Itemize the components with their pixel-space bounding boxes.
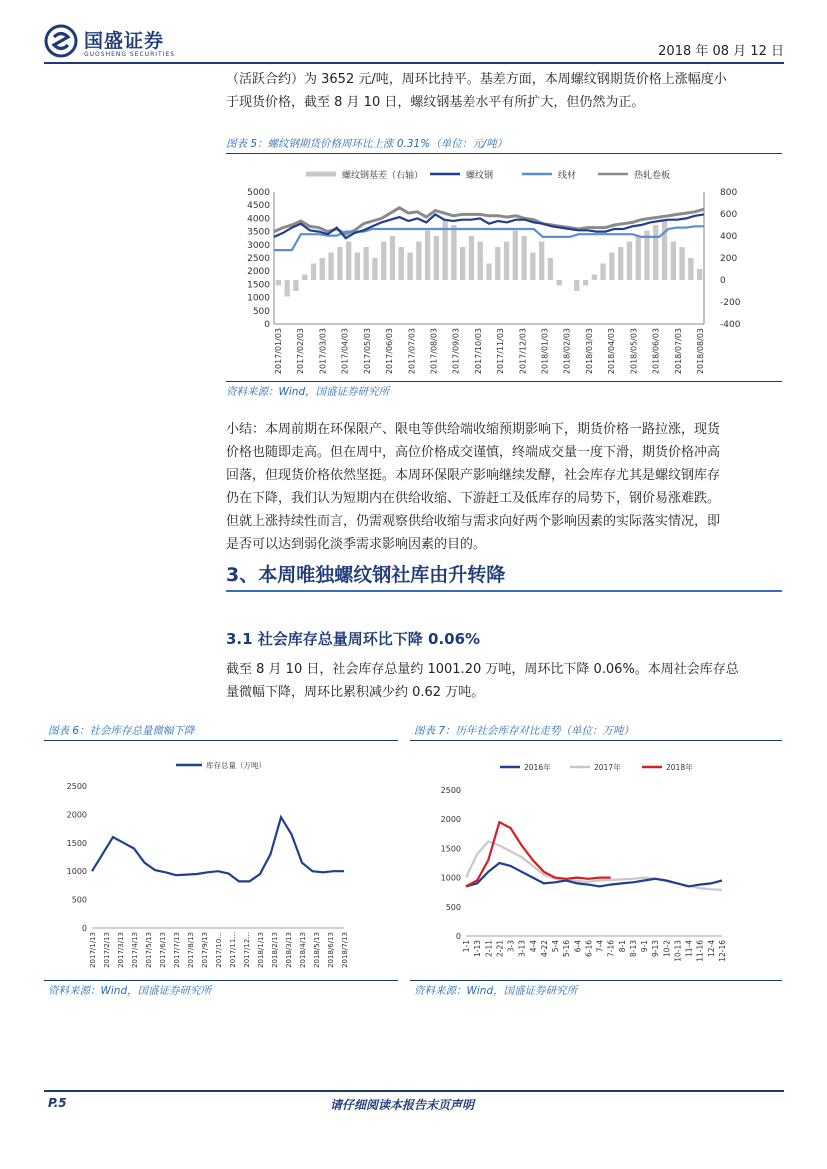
y-tick-label: 500 [71,895,87,905]
y-tick-label: 500 [252,306,270,317]
x-tick-label: 2018/6/13 [327,932,335,968]
basis-bar [636,236,641,280]
basis-bar [460,247,465,280]
legend-label-3: 热轧卷板 [634,171,671,181]
x-tick-label: 2018/04/03 [607,328,617,375]
page-header [44,22,784,62]
x-tick-label: 4-22 [539,940,549,958]
legend-label-1: 螺纹钢 [466,171,494,181]
x-tick-label: 2017/10... [215,932,223,968]
figure6-top-rule [44,740,398,741]
y-tick-label: 3000 [247,240,270,251]
basis-bar [697,269,702,280]
y-tick-label: 500 [445,902,461,912]
figure7-chart [410,748,782,976]
series-line-0 [466,863,722,886]
y-tick-label: 1500 [66,838,87,848]
x-tick-label: 2017/09/03 [451,328,461,375]
x-tick-label: 2-11 [484,940,494,958]
y2-tick-label: 200 [720,254,738,264]
legend-label-0: 库存总量（万吨） [206,761,266,770]
y-tick-label: 1000 [440,873,461,883]
x-tick-label: 6-4 [573,940,583,953]
x-tick-label: 11-16 [695,940,705,962]
x-tick-label: 8-1 [617,940,627,953]
y-tick-label: 0 [264,320,270,330]
basis-bar [425,231,430,281]
x-tick-label: 8-13 [629,940,638,958]
x-tick-label: 2017/1/13 [89,932,97,968]
x-tick-label: 2017/02/03 [296,328,306,375]
basis-bar [486,264,491,281]
figure7-top-rule [410,740,782,741]
figure7-bottom-rule [410,980,782,981]
section-3-rule [226,590,782,592]
x-tick-label: 2017/04/03 [340,328,350,375]
legend-label-1: 2017年 [594,763,621,772]
x-tick-label: 2017/03/03 [318,328,328,375]
y-tick-label: 2500 [66,782,87,791]
y-tick-label: 5000 [247,188,270,198]
footer-disclaimer: 请仔细阅读本报告末页声明 [330,1098,475,1112]
x-tick-label: 6-16 [584,940,594,958]
y2-tick-label: -400 [720,320,741,330]
summary-line-3: 回落，但现货价格依然坚挺。本周环保限产影响继续发酵，社会库存尤其是螺纹钢库存 [226,468,721,483]
y-tick-label: 4500 [247,201,270,212]
figure6-chart [44,748,398,976]
x-tick-label: 2018/3/13 [285,932,293,968]
y-tick-label: 0 [81,924,87,933]
x-tick-label: 2017/07/03 [407,328,417,375]
x-tick-label: 9-13 [651,940,661,958]
basis-bar [407,253,412,281]
x-tick-label: 2017/11/03 [496,328,506,375]
x-tick-label: 5-16 [562,940,572,958]
section-3-1-title: 3.1 社会库存总量周环比下降 0.06% [226,630,481,648]
legend-label-2: 2018年 [666,763,693,772]
section-3-1-line-2: 量微幅下降，周环比累积减少约 0.62 万吨。 [226,685,485,700]
figure6-bottom-rule [44,980,398,981]
x-tick-label: 2017/10/03 [473,328,483,375]
basis-bar [364,247,369,280]
basis-bar [355,253,360,281]
y-tick-label: 2000 [440,815,461,825]
y-tick-label: 0 [455,932,461,941]
x-tick-label: 2017/01/03 [274,328,283,375]
basis-bar [276,280,281,286]
figure5-caption: 图表 5：螺纹钢期货价格周环比上涨 0.31%（单位：元/吨） [226,138,508,150]
basis-bar [583,280,588,286]
figure7-caption: 图表 7：历年社会库存对比走势（单位：万吨） [414,725,635,737]
basis-bar [302,275,307,281]
legend-label-2: 线材 [558,171,577,181]
y-tick-label: 1000 [66,867,87,877]
basis-bar [337,247,342,280]
summary-line-2: 价格也随即走高。但在周中，高位价格成交谨慎，终端成交量一度下滑，期货价格冲高 [226,445,721,460]
y2-tick-label: -200 [720,298,741,308]
basis-bar [478,242,483,281]
x-tick-label: 2018/01/03 [540,328,550,375]
summary-line-4: 仍在下降，我们认为短期内在供给收缩、下游赶工及低库存的局势下，钢价易涨难跌。 [226,491,721,506]
x-tick-label: 2018/08/03 [696,328,705,375]
x-tick-label: 1-1 [462,940,471,953]
page-number: P.5 [48,1096,67,1110]
header-rule [44,62,784,64]
x-tick-label: 2017/06/03 [385,328,395,375]
x-tick-label: 3-3 [506,940,516,953]
x-tick-label: 2018/1/13 [257,932,265,968]
x-tick-label: 2017/2/13 [103,932,111,968]
x-tick-label: 2017/5/13 [145,932,153,968]
basis-bar [627,242,632,281]
y-tick-label: 2500 [247,254,270,264]
x-tick-label: 2017/4/13 [131,932,139,968]
basis-bar [451,225,456,280]
section-3-title: 3、本周唯独螺纹钢社库由升转降 [226,564,506,586]
figure6-source: 资料来源：Wind，国盛证券研究所 [48,985,212,997]
x-tick-label: 5-4 [551,940,560,953]
x-tick-label: 2017/6/13 [159,932,167,968]
figure5-top-rule [226,153,782,154]
x-tick-label: 11-4 [684,940,694,958]
x-tick-label: 2018/07/03 [673,328,683,375]
y-tick-label: 3500 [247,227,270,238]
summary-paragraph [226,418,782,556]
x-tick-label: 2017/12... [243,932,251,968]
basis-bar [513,231,518,281]
section-3-1-line-1: 截至 8 月 10 日，社会库存总量约 1001.20 万吨，周环比下降 0.06%。本周社会库存总 [226,662,739,677]
x-tick-label: 1-13 [473,940,483,958]
basis-bar [469,236,474,280]
company-name-en: GUOSHENG SECURITIES [84,51,176,58]
intro-line-1: （活跃合约）为 3652 元/吨，周环比持平。基差方面，本周螺纹钢期货价格上涨幅度小 [226,72,727,87]
x-tick-label: 2018/05/03 [629,328,639,375]
x-tick-label: 2017/08/03 [429,328,439,375]
x-tick-label: 2018/5/13 [313,932,321,968]
legend-label-0: 2016年 [524,763,551,772]
series-line-2 [466,822,611,886]
x-tick-label: 9-1 [640,940,650,953]
report-date: 2018 年 08 月 12 日 [658,44,784,59]
basis-bar [372,258,377,280]
y-tick-label: 4000 [247,214,270,225]
figure5-bottom-rule [226,381,782,382]
intro-paragraph [226,68,782,114]
basis-bar [679,247,684,280]
x-tick-label: 10-13 [673,940,683,962]
x-tick-label: 7-16 [606,940,616,958]
y2-tick-label: 800 [720,188,738,198]
basis-bar [399,247,404,280]
x-tick-label: 2018/7/13 [341,932,349,968]
y-tick-label: 1000 [247,293,270,304]
basis-bar [293,280,298,291]
y-tick-label: 2000 [66,810,87,820]
basis-bar [522,236,527,280]
basis-bar [346,242,351,281]
series-line-0 [92,817,344,881]
figure5-source: 资料来源：Wind，国盛证券研究所 [226,386,390,398]
y-tick-label: 1500 [247,280,270,291]
x-tick-label: 3-13 [517,940,527,958]
x-tick-label: 2017/05/03 [362,328,372,375]
basis-bar [662,220,667,281]
basis-bar [557,280,562,286]
x-tick-label: 12-4 [706,940,716,958]
legend-label-0: 螺纹钢基差（右轴） [342,171,424,181]
basis-bar [434,236,439,280]
basis-bar [574,280,579,291]
y-tick-label: 2000 [247,267,270,278]
summary-line-5: 但就上涨持续性而言，仍需观察供给收缩与需求向好两个影响因素的实际落实情况，即 [226,514,721,529]
x-tick-label: 7-4 [595,940,605,953]
basis-bar [548,258,553,280]
basis-bar [653,225,658,280]
basis-bar [504,242,509,281]
x-tick-label: 2017/12/03 [518,328,528,375]
x-tick-label: 2018/03/03 [584,328,594,375]
y-tick-label: 2500 [440,786,461,795]
basis-bar [600,264,605,281]
basis-bar [618,247,623,280]
basis-bar [285,280,290,297]
basis-bar [609,253,614,281]
x-tick-label: 4-4 [528,940,538,953]
x-tick-label: 2018/2/13 [271,932,279,968]
basis-bar [530,253,535,281]
y2-tick-label: 400 [720,232,738,242]
x-tick-label: 2017/11... [229,932,237,968]
figure6-caption: 图表 6：社会库存总量微幅下降 [48,725,195,737]
x-tick-label: 2018/4/13 [299,932,307,968]
x-tick-label: 12-16 [718,940,727,962]
y2-tick-label: 0 [720,276,726,286]
x-tick-label: 2017/9/13 [201,932,209,968]
basis-bar [311,264,316,281]
basis-bar [381,242,386,281]
basis-bar [688,258,693,280]
section-3-1-paragraph [226,658,782,704]
x-tick-label: 2017/8/13 [187,932,195,968]
basis-bar [390,236,395,280]
series-line-1 [466,841,722,890]
y-tick-label: 1500 [440,844,461,854]
basis-bar [671,242,676,281]
x-tick-label: 2017/7/13 [173,932,181,968]
summary-line-1: 小结：本周前期在环保限产、限电等供给端收缩预期影响下，期货价格一路拉涨，现货 [226,422,721,437]
x-tick-label: 2-21 [495,940,505,958]
y2-tick-label: 600 [720,210,738,220]
x-tick-label: 10-2 [662,940,672,958]
basis-bar [328,253,333,281]
company-name: 国盛证券 [84,30,165,52]
x-tick-label: 2018/06/03 [651,328,661,375]
figure7-source: 资料来源：Wind，国盛证券研究所 [414,985,578,997]
basis-bar [539,242,544,281]
basis-bar [416,242,421,281]
summary-line-6: 是否可以达到弱化淡季需求影响因素的目的。 [226,537,487,552]
basis-bar [320,258,325,280]
company-logo-icon [44,24,78,58]
basis-bar [495,247,500,280]
basis-bar [592,275,597,281]
footer-rule [44,1090,784,1092]
x-tick-label: 2018/02/03 [562,328,572,375]
x-tick-label: 2017/3/13 [117,932,125,968]
figure5-chart [226,158,782,380]
intro-line-2: 于现货价格，截至 8 月 10 日，螺纹钢基差水平有所扩大，但仍然为正。 [226,95,645,110]
